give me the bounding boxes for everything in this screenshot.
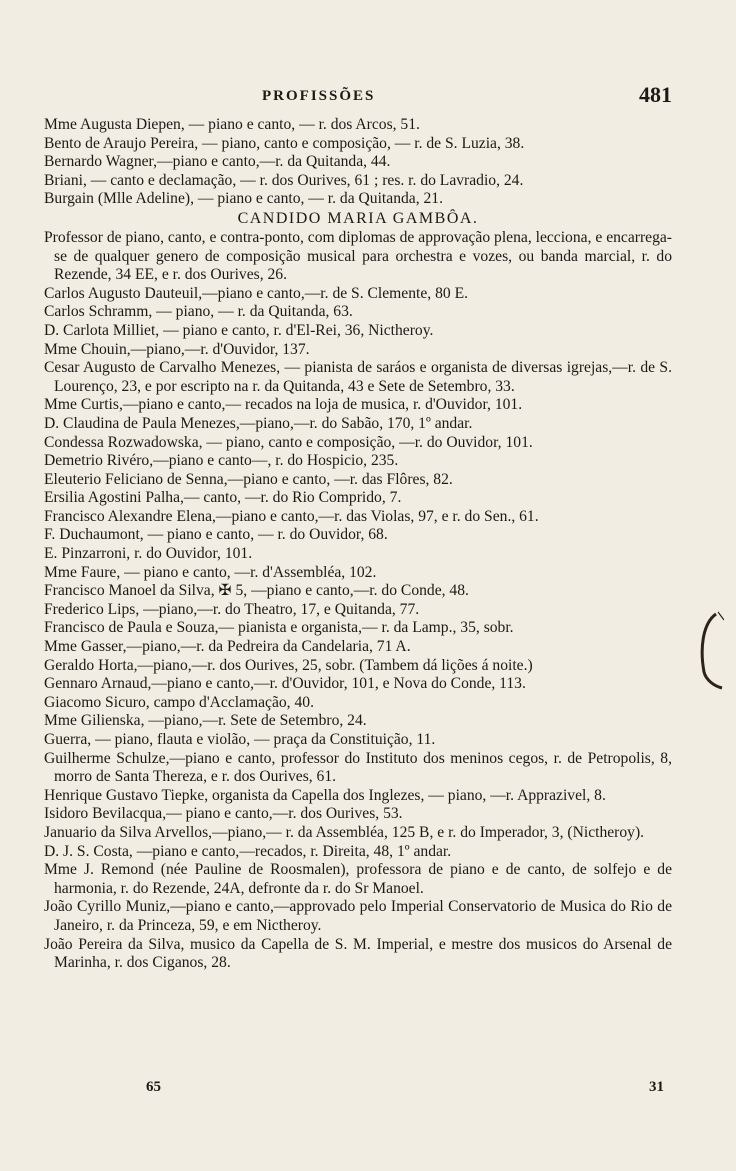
directory-entry: Gennaro Arnaud,—piano e canto,—r. d'Ouvidor, 101, e Nova do Conde, 113. bbox=[44, 675, 526, 693]
directory-entry: Geraldo Horta,—piano,—r. dos Ourives, 25, sobr. (Tambem dá lições á noite.) bbox=[44, 656, 533, 674]
directory-entry: Frederico Lips, —piano,—r. do Theatro, 17, e Quitanda, 77. bbox=[44, 600, 420, 618]
margin-bracket-mark bbox=[694, 610, 724, 690]
directory-entry: Guerra, — piano, flauta e violão, — praça da Constituição, 11. bbox=[44, 731, 436, 748]
section-heading: CANDIDO MARIA GAMBÔA. bbox=[237, 209, 479, 227]
directory-entry: Mme Augusta Diepen, — piano e canto, — r. dos Arcos, 51. bbox=[44, 116, 420, 133]
directory-entry: Briani, — canto e declamação, — r. dos Ourives, 61 ; res. r. do Lavradio, 24. bbox=[44, 171, 524, 189]
directory-entry: Carlos Schramm, — piano, — r. da Quitanda, 63. bbox=[44, 303, 353, 321]
directory-entry: Eleuterio Feliciano de Senna,—piano e canto, —r. das Flôres, 82. bbox=[44, 470, 453, 488]
directory-entry: Mme Chouin,—piano,—r. d'Ouvidor, 137. bbox=[44, 340, 310, 358]
directory-entry: D. Carlota Milliet, — piano e canto, r. d'El-Rei, 36, Nictheroy. bbox=[44, 321, 434, 339]
directory-entry: Bernardo Wagner,—piano e canto,—r. da Quitanda, 44. bbox=[44, 153, 391, 171]
entries-after-heading bbox=[44, 229, 672, 973]
directory-entry: Giacomo Sicuro, campo d'Acclamação, 40. bbox=[44, 693, 314, 711]
directory-entry: Cesar Augusto de Carvalho Menezes, — pianista de saráos e organista de diversas igrejas,—r. de S. Lourenço, 23, e por escripto na r. da Quitanda, 43 e Sete de Setembro, 33. bbox=[44, 359, 672, 395]
directory-entry: D. J. S. Costa, —piano e canto,—recados, r. Direita, 48, 1º andar. bbox=[44, 842, 452, 860]
directory-entry: Bento de Araujo Pereira, — piano, canto e composição, — r. de S. Luzia, 38. bbox=[44, 134, 525, 152]
directory-entry: Mme Curtis,—piano e canto,— recados na loja de musica, r. d'Ouvidor, 101. bbox=[44, 396, 523, 414]
directory-entry: Demetrio Rivéro,—piano e canto—, r. do Hospicio, 235. bbox=[44, 452, 399, 470]
directory-entry: João Pereira da Silva, musico da Capella de S. M. Imperial, e mestre dos musicos do Arsenal de Marinha, r. dos Ciganos, 28. bbox=[44, 935, 672, 972]
directory-entry: Isidoro Bevilacqua,— piano e canto,—r. dos Ourives, 53. bbox=[44, 805, 403, 823]
directory-entry: Francisco Alexandre Elena,—piano e canto,—r. das Violas, 97, e r. do Sen., 61. bbox=[44, 507, 539, 525]
page-footer bbox=[44, 1079, 672, 1101]
page-number: 481 bbox=[639, 82, 672, 107]
directory-entry: Burgain (Mlle Adeline), — piano e canto, — r. da Quitanda, 21. bbox=[44, 190, 443, 208]
directory-entry: D. Claudina de Paula Menezes,—piano,—r. do Sabão, 170, 1º andar. bbox=[44, 414, 473, 432]
directory-entry: Francisco Manoel da Silva, ✠ 5, —piano e canto,—r. do Conde, 48. bbox=[44, 582, 469, 600]
signature-mark-left: 65 bbox=[146, 1079, 161, 1095]
entry-list bbox=[44, 116, 672, 973]
directory-entry: Mme Gasser,—piano,—r. da Pedreira da Candelaria, 71 A. bbox=[44, 638, 411, 656]
signature-mark-right: 31 bbox=[649, 1079, 664, 1095]
directory-entry: Mme J. Remond (née Pauline de Roosmalen), professora de piano e de canto, de solfejo e de harmonia, r. do Rezende, 24A, defronte da r. do Sr Manoel. bbox=[44, 861, 672, 897]
directory-entry: Henrique Gustavo Tiepke, organista da Capella dos Inglezes, — piano, —r. Apprazivel, 8. bbox=[44, 786, 606, 804]
directory-entry: Ersilia Agostini Palha,— canto, —r. do Rio Comprido, 7. bbox=[44, 489, 402, 507]
entries-before-heading bbox=[44, 116, 672, 209]
directory-entry: F. Duchaumont, — piano e canto, — r. do Ouvidor, 68. bbox=[44, 526, 388, 544]
directory-entry: E. Pinzarroni, r. do Ouvidor, 101. bbox=[44, 545, 253, 563]
directory-entry: Mme Faure, — piano e canto, —r. d'Assembléa, 102. bbox=[44, 563, 377, 581]
directory-entry: Carlos Augusto Dauteuil,—piano e canto,—r. de S. Clemente, 80 E. bbox=[44, 284, 468, 302]
directory-entry: João Cyrillo Muniz,—piano e canto,—approvado pelo Imperial Conservatorio de Musica do Rio de Janeiro, r. da Princeza, 59, e em Nictheroy. bbox=[44, 898, 672, 934]
directory-entry: Mme Gilienska, —piano,—r. Sete de Setembro, 24. bbox=[44, 712, 367, 730]
directory-entry: Professor de piano, canto, e contra-ponto, com diplomas de approvação plena, lecciona, e encarrega-se de qualquer genero de composição musical para orchestra e vozes, ou banda marcial, r. do Rezende, 34 EE, e r. dos Ourives, 26. bbox=[44, 228, 672, 284]
running-head: PROFISSÕES bbox=[262, 88, 376, 104]
directory-entry: Francisco de Paula e Souza,— pianista e organista,— r. da Lamp., 35, sobr. bbox=[44, 619, 514, 637]
document-page bbox=[44, 82, 672, 973]
page-header bbox=[44, 82, 672, 116]
directory-entry: Condessa Rozwadowska, — piano, canto e composição, —r. do Ouvidor, 101. bbox=[44, 433, 533, 451]
directory-entry: Januario da Silva Arvellos,—piano,— r. da Assembléa, 125 B, e r. do Imperador, 3, (Nictheroy). bbox=[44, 823, 645, 841]
directory-entry: Guilherme Schulze,—piano e canto, professor do Instituto dos meninos cegos, r. de Petropolis, 8, morro de Santa Thereza, e r. dos Ourives, 61. bbox=[44, 749, 672, 786]
